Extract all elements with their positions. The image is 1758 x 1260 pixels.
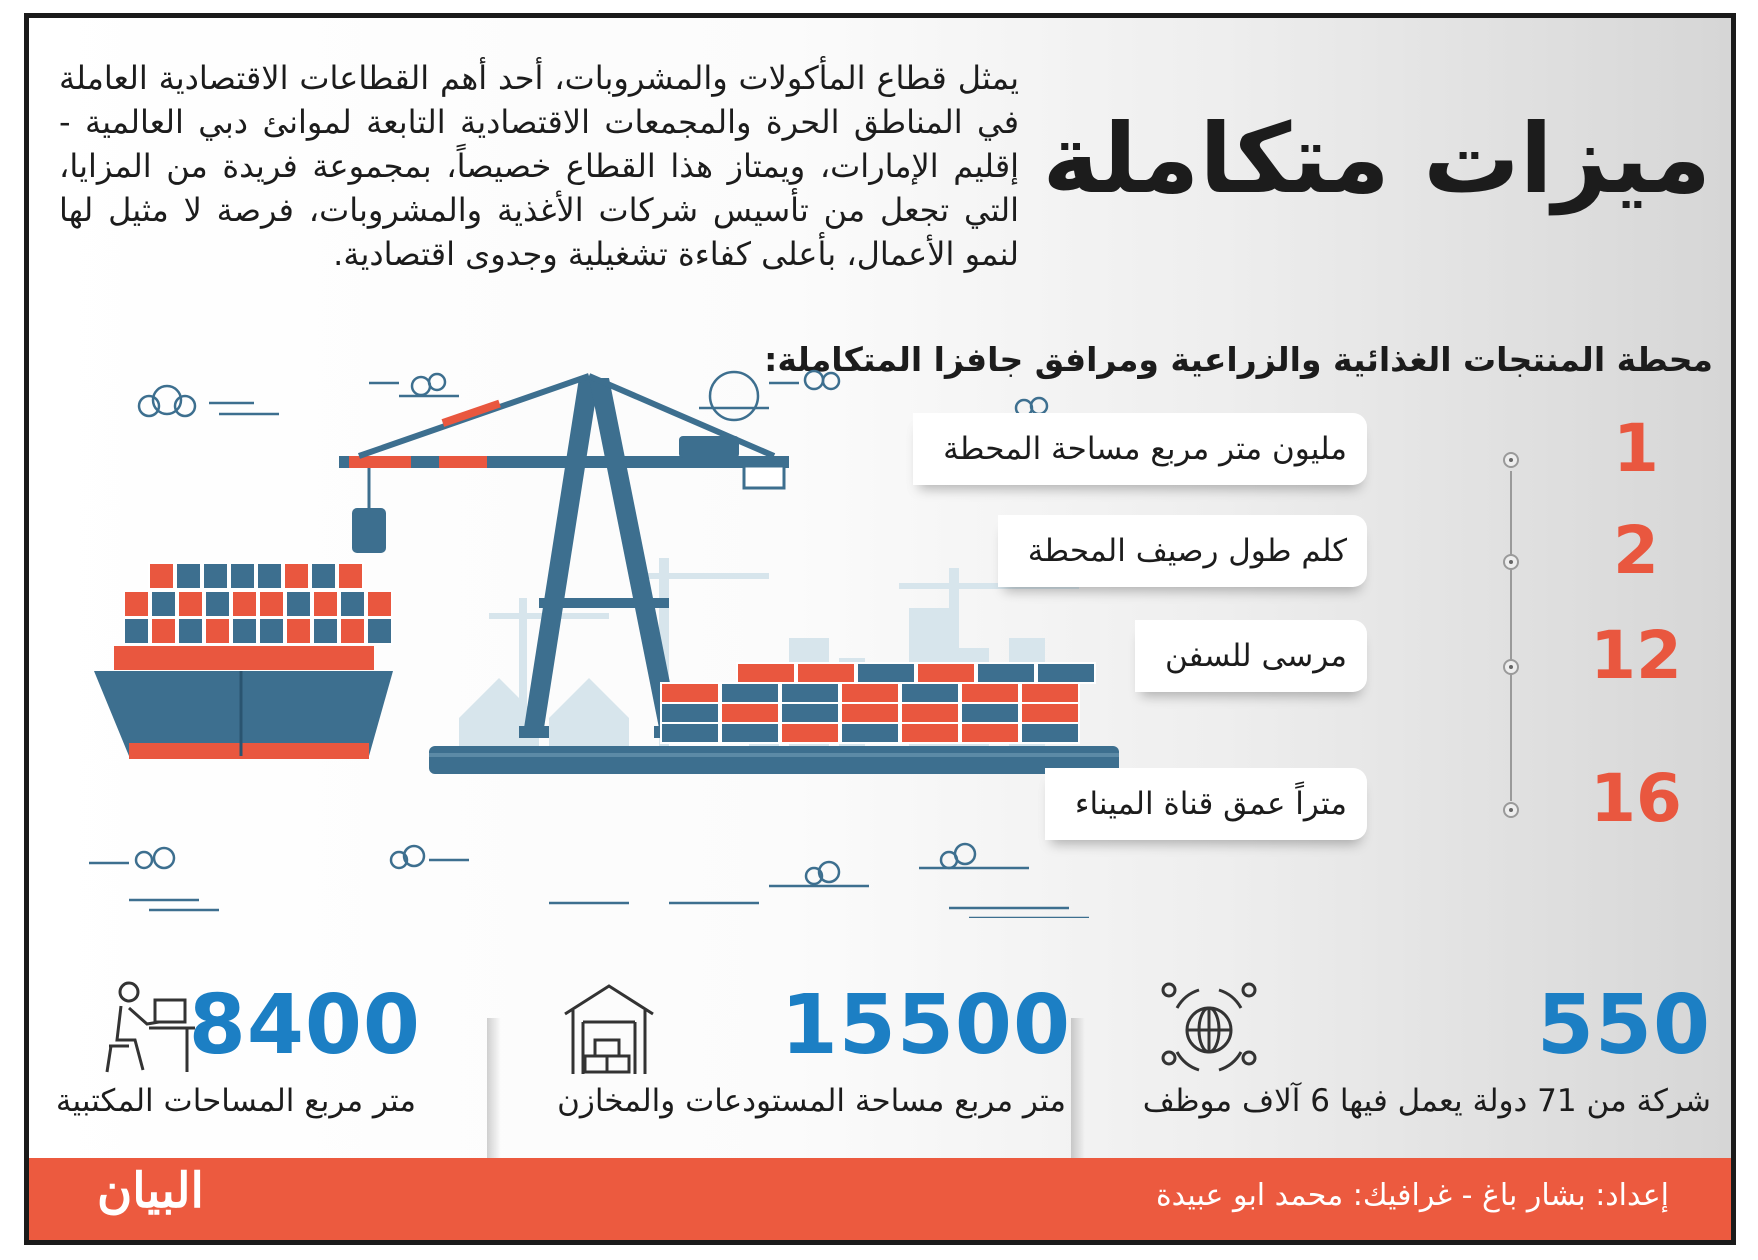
container-box [961,703,1019,723]
container-box [259,591,284,617]
container-box [232,618,257,644]
stat-number: 2 [1613,512,1659,589]
container-box [178,591,203,617]
container-box [230,563,255,589]
container-box [917,663,975,683]
bottom-stat-number-1: 550 [1536,978,1711,1073]
section-heading: محطة المنتجات الغذائية والزراعية ومرافق جافزا المتكاملة: [764,340,1713,379]
container-box [901,723,959,743]
container-box [1021,703,1079,723]
container-box [367,618,392,644]
stat-label: كلم طول رصيف المحطة [1027,533,1347,569]
container-box [961,723,1019,743]
footer-credit: إعداد: بشار باغ - غرافيك: محمد ابو عبيدة [1155,1178,1669,1213]
timeline-dot [1503,554,1519,570]
bottom-stat-caption-2: متر مربع مساحة المستودعات والمخازن [557,1083,1066,1119]
bottom-stat-caption-1: شركة من 71 دولة يعمل فيها 6 آلاف موظف [1142,1083,1711,1119]
container-box [149,563,174,589]
stat-pill-3 [1135,620,1367,692]
container-box [151,591,176,617]
container-box [961,683,1019,703]
timeline-dot [1503,802,1519,818]
container-box [178,618,203,644]
separator [487,1018,501,1170]
container-box [151,618,176,644]
container-box [232,591,257,617]
container-box [721,683,779,703]
container-box [124,618,149,644]
container-box [661,683,719,703]
container-box [1021,723,1079,743]
container-box [257,563,282,589]
bottom-stat-number-3: 8400 [188,978,421,1073]
office-worker-icon [99,978,199,1078]
stat-number: 16 [1590,760,1682,837]
container-box [661,723,719,743]
container-box [781,703,839,723]
container-box [176,563,201,589]
container-box [721,703,779,723]
container-box [205,618,230,644]
global-network-icon [1159,978,1259,1078]
container-box [313,618,338,644]
stat-pill-2 [998,515,1367,587]
bottom-stat-number-2: 15500 [780,978,1071,1073]
container-box [205,591,230,617]
stat-label: متراً عمق قناة الميناء [1074,786,1347,822]
container-box [124,591,149,617]
timeline-line [1510,471,1512,801]
container-box [286,591,311,617]
quay-deck [429,746,1119,774]
container-box [203,563,228,589]
container-box [661,703,719,723]
container-box [977,663,1035,683]
container-box [721,723,779,743]
infographic-frame [24,13,1736,1245]
warehouse-icon [559,978,659,1078]
container-box [311,563,336,589]
container-box [841,723,899,743]
container-ship [94,646,393,759]
container-box [841,703,899,723]
stat-number: 1 [1613,410,1659,487]
stat-pill-4 [1045,768,1367,840]
container-box [340,618,365,644]
stat-label: مرسى للسفن [1164,638,1347,674]
timeline-dot [1503,659,1519,675]
timeline-dot [1503,452,1519,468]
container-box [1037,663,1095,683]
albayan-logo: البيان [97,1163,204,1219]
container-box [338,563,363,589]
stat-pill-1 [913,413,1367,485]
container-box [367,591,392,617]
container-box [797,663,855,683]
container-box [340,591,365,617]
container-box [284,563,309,589]
yard-containers [661,663,1095,743]
ship-containers [124,563,392,644]
main-title: ميزات متكاملة [1042,103,1711,215]
separator [1071,1018,1085,1170]
container-box [313,591,338,617]
container-box [781,723,839,743]
container-box [901,683,959,703]
container-box [286,618,311,644]
intro-paragraph: يمثل قطاع المأكولات والمشروبات، أحد أهم القطاعات الاقتصادية العاملة في المناطق الحرة والمجمعات الاقتصادية التابعة لموانئ دبي العالمية - إقليم الإمارات، ويمتاز هذا القطاع خصيصاً، بمجموعة فريدة من المزايا، التي تجعل من تأسيس شركات الأغذية والمشروبات، فرصة لا مثيل لها لنمو الأعمال، بأعلى كفاءة تشغيلية وجدوى اقتصادية. [59,59,1019,273]
container-box [737,663,795,683]
container-box [1021,683,1079,703]
container-box [857,663,915,683]
container-box [259,618,284,644]
stat-number: 12 [1590,617,1682,694]
container-box [841,683,899,703]
bottom-stat-caption-3: متر مربع المساحات المكتبية [55,1083,416,1119]
container-box [901,703,959,723]
container-box [781,683,839,703]
stat-label: مليون متر مربع مساحة المحطة [943,431,1347,467]
